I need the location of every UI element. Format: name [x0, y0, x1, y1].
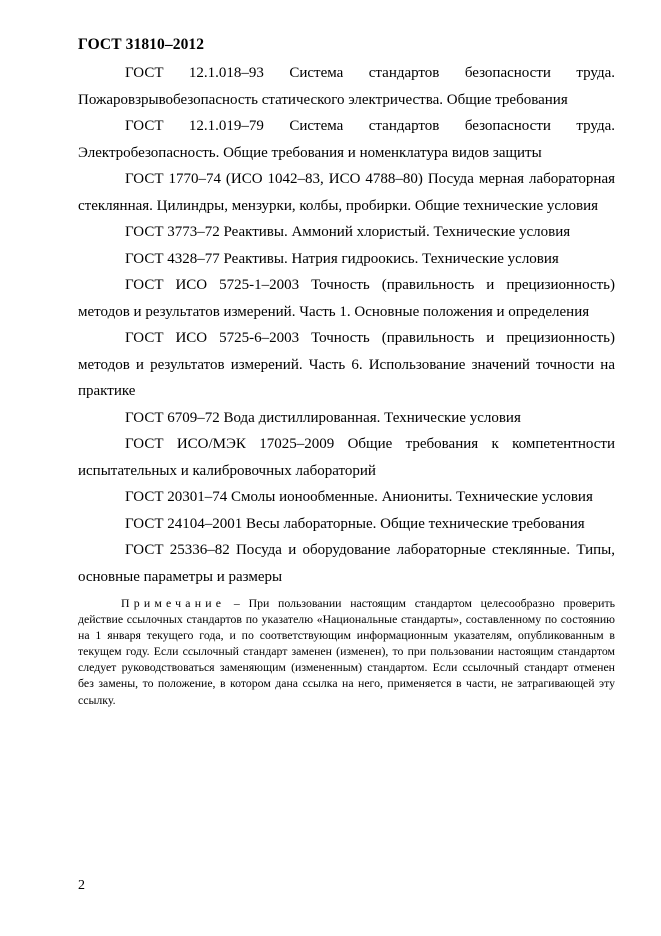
page-number: 2	[78, 878, 85, 893]
reference-item: ГОСТ 1770–74 (ИСО 1042–83, ИСО 4788–80) Посуда мерная лабораторная стеклянная. Цилиндры, мензурки, колбы, пробирки. Общие технические условия	[78, 171, 615, 214]
note-label: Примечание	[121, 596, 226, 610]
reference-item: ГОСТ 3773–72 Реактивы. Аммоний хлористый. Технические условия	[125, 224, 571, 240]
note-block	[78, 595, 615, 708]
note-text: При пользовании настоящим стандартом целесообразно проверить действие ссылочных стандартов по указателю «Национальные стандарты», составленному по состоянию на 1 января текущего года, и по соответствующим информационным указателям, опубликованным в текущем году. Если ссылочный стандарт заменен (изменен), то при пользовании настоящим стандартом следует руководствоваться заменяющим (измененным) стандартом. Если ссылочный стандарт отменен без замены, то положение, в котором дана ссылка на него, применяется в части, не затрагивающей эту ссылку.	[78, 596, 616, 707]
reference-item: ГОСТ 12.1.019–79 Система стандартов безопасности труда. Электробезопасность. Общие требования и номенклатура видов защиты	[78, 118, 615, 161]
references-list	[78, 60, 615, 708]
reference-item: ГОСТ 12.1.018–93 Система стандартов безопасности труда. Пожаровзрывобезопасность статического электричества. Общие требования	[78, 65, 615, 108]
reference-item: ГОСТ ИСО/МЭК 17025–2009 Общие требования к компетентности испытательных и калибровочных лабораторий	[78, 436, 615, 479]
reference-item: ГОСТ 20301–74 Смолы ионообменные. Аниониты. Технические условия	[125, 489, 593, 505]
note-dash: –	[225, 596, 249, 610]
reference-item: ГОСТ ИСО 5725-6–2003 Точность (правильность и прецизионность) методов и результатов измерений. Часть 6. Использование значений точности на практике	[78, 330, 615, 399]
reference-item: ГОСТ 25336–82 Посуда и оборудование лабораторные стеклянные. Типы, основные параметры и размеры	[78, 542, 615, 585]
reference-item: ГОСТ ИСО 5725-1–2003 Точность (правильность и прецизионность) методов и результатов измерений. Часть 1. Основные положения и определения	[78, 277, 615, 320]
document-header-title: ГОСТ 31810–2012	[78, 36, 205, 53]
reference-item: ГОСТ 4328–77 Реактивы. Натрия гидроокись. Технические условия	[125, 250, 559, 267]
reference-item: ГОСТ 6709–72 Вода дистиллированная. Технические условия	[125, 409, 521, 426]
reference-item: ГОСТ 24104–2001 Весы лабораторные. Общие технические требования	[125, 515, 585, 532]
